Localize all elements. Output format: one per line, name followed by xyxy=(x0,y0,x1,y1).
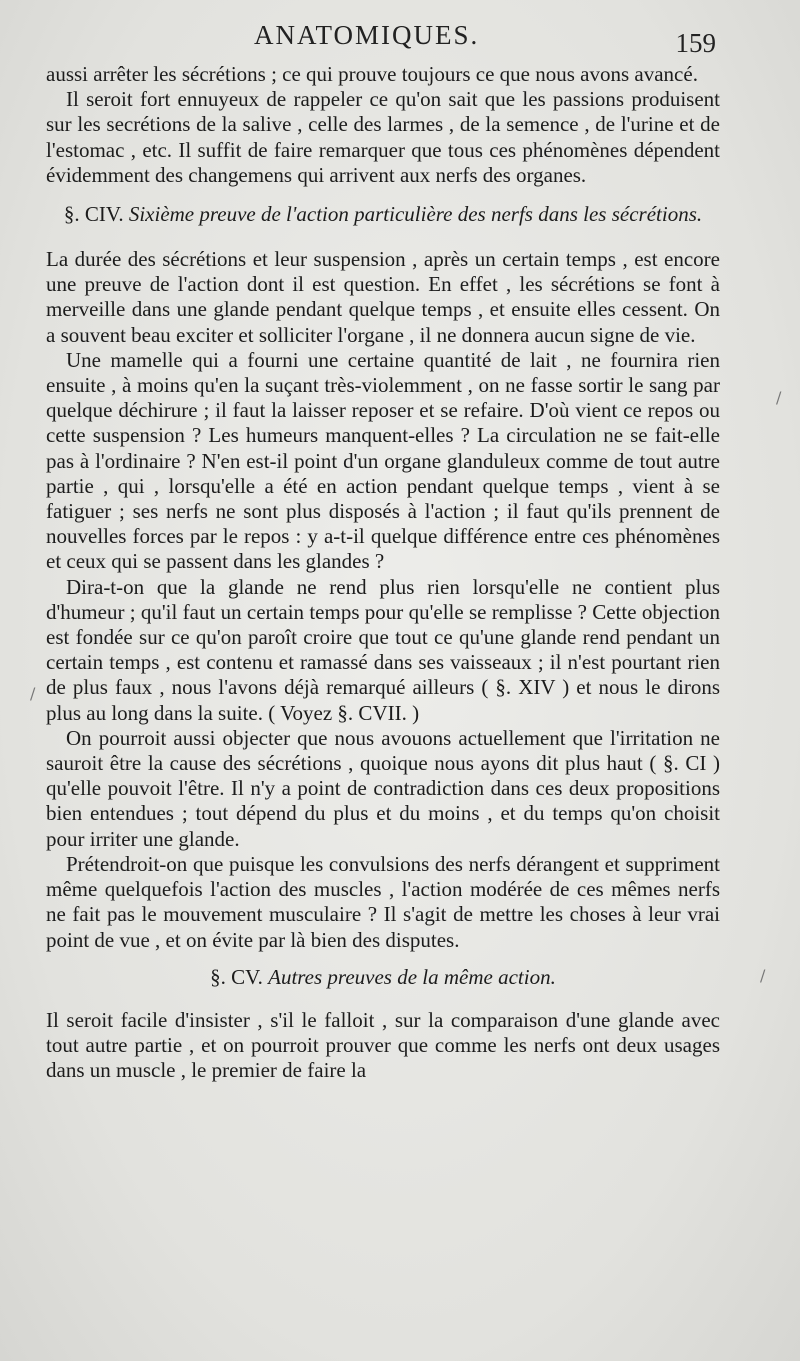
paragraph-civ-5: Prétendroit-on que puisque les convulsions des nerfs dérangent et suppriment même quelquefois l'action des muscles , l'action modérée de ces mêmes nerfs ne fait pas le mouvement musculaire ? Il s'agit de mettre les choses à leur vrai point de vue , et on évite par là bien des disputes. xyxy=(46,851,720,952)
body-text xyxy=(46,62,720,1083)
paragraph-civ-3: Dira-t-on que la glande ne rend plus rien lorsqu'elle ne contient plus d'humeur ; qu'il faut un certain temps pour qu'elle se remplisse ? Cette objection est fondée sur ce qu'on paroît croire que tout ce qu'une glande rend pendant un certain temps , est contenu et ramassé dans ses vaisseaux ; il n'est pourtant rien de plus faux , nous l'avons déjà remarqué ailleurs ( §. XIV ) et nous le dirons plus au long dans la suite. ( Voyez §. CVII. ) xyxy=(46,574,720,725)
paragraph-cv-1: Il seroit facile d'insister , s'il le falloit , sur la comparaison d'une glande avec tout autre partie , et on pourroit prouver que comme les nerfs ont deux usages dans un muscle , le premier de faire la xyxy=(46,1007,720,1083)
margin-mark: / xyxy=(30,684,36,703)
paragraph-passions: Il seroit fort ennuyeux de rappeler ce qu'on sait que les passions produisent sur les secrétions de la salive , celle des larmes , de la semence , de l'urine et de l'estomac , etc. Il suffit de faire remarquer que tous ces phénomènes dépendent évidemment des changemens qui arrivent aux nerfs des organes. xyxy=(46,87,720,187)
margin-mark: / xyxy=(760,966,766,985)
section-number-civ: §. CIV. xyxy=(63,202,124,227)
paragraph-civ-4: On pourroit aussi objecter que nous avouons actuellement que l'irritation ne sauroit être la cause des sécrétions , quoique nous ayons dit plus haut ( §. CI ) qu'elle pouvoit l'être. Il n'y a point de contradiction dans ces deux propositions bien entendues ; tout dépend du plus et du moins , et du temps qu'on choisit pour irriter une glande. xyxy=(46,725,720,851)
section-heading-civ xyxy=(46,202,720,227)
section-title-cv: Autres preuves de la même action. xyxy=(268,964,556,989)
page-header xyxy=(46,14,716,58)
margin-mark: / xyxy=(776,388,782,407)
running-title: ANATOMIQUES. xyxy=(254,20,480,50)
section-number-cv: §. CV. xyxy=(210,964,263,989)
paragraph-continued: aussi arrêter les sécrétions ; ce qui prouve toujours ce que nous avons avancé. xyxy=(46,62,698,86)
section-title-civ: Sixième preuve de l'action particulière des nerfs dans les sécrétions. xyxy=(128,202,703,227)
page-number: 159 xyxy=(675,28,716,58)
section-heading-cv xyxy=(46,965,720,990)
paragraph-civ-1: La durée des sécrétions et leur suspension , après un certain temps , est encore une preuve de l'action dont il est question. En effet , les sécrétions se font à merveille dans une glande pendant quelque temps , et ensuite elles cessent. On a souvent beau exciter et solliciter l'organe , il ne donnera aucun signe de vie. xyxy=(46,247,720,347)
paragraph-civ-2: Une mamelle qui a fourni une certaine quantité de lait , ne fournira rien ensuite , à moins qu'en la suçant très-violemment , on ne fasse sortir le sang par quelque déchirure ; il faut la laisser reposer et se refaire. D'où vient ce repos ou cette suspension ? Les humeurs manquent-elles ? La circulation ne se fait-elle pas à l'ordinaire ? N'en est-il point d'un organe glanduleux comme de tout autre partie , qui , lorsqu'elle a été en action pendant quelque temps , vient à se fatiguer ; ses nerfs ne sont plus disposés à l'action ; il faut qu'ils prennent de nouvelles forces par le repos : y a-t-il quelque différence entre ces phénomènes et ceux qui se passent dans les glandes ? xyxy=(46,347,720,574)
